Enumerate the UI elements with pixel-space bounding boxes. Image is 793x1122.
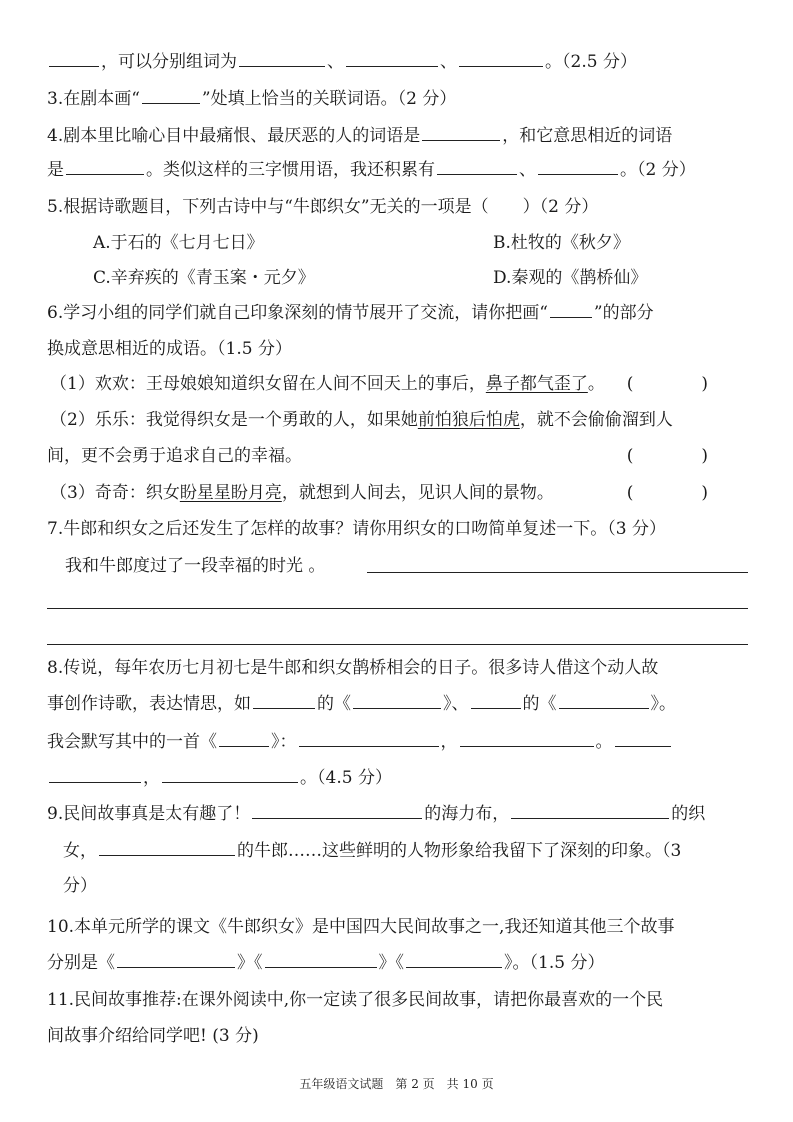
q7-stem: 7.牛郎和织女之后还发生了怎样的故事？请你用织女的口吻简单复述一下。（3 分）: [47, 519, 666, 539]
option-b-text: B.杜牧的《秋夕》: [493, 233, 630, 253]
q9-text: 的织: [671, 804, 706, 824]
q11-line-1: 11.民间故事推荐:在课外阅读中,你一定读了很多民间故事，请把你最喜欢的一个民: [47, 990, 664, 1010]
q3-text: 3.在剧本画“: [47, 89, 140, 109]
q8-text: 》、: [443, 694, 469, 714]
underlined-phrase: 鼻子都气歪了: [485, 374, 588, 394]
q6-sub-text: ，就不会偷偷溜到人: [519, 410, 673, 430]
option-c-text: C.辛弃疾的《青玉案・元夕》: [93, 268, 315, 288]
q8-text: 的《: [317, 694, 351, 714]
answer-blank[interactable]: [460, 728, 594, 747]
q9-text: 9.民间故事真是太有趣了！: [47, 804, 251, 824]
answer-line[interactable]: [367, 572, 748, 573]
q3-text-end: ”处填上恰当的关联词语。（2 分）: [201, 89, 457, 109]
q6-sub-1: [50, 369, 753, 399]
q10-line-2: [47, 948, 753, 978]
answer-blank[interactable]: [406, 949, 502, 968]
answer-paren[interactable]: ( ): [626, 483, 708, 503]
q5-option-b[interactable]: [493, 228, 753, 258]
q8-text: 的《: [522, 694, 557, 714]
q8-text: 》。: [650, 694, 676, 714]
q11-line-2: 间故事介绍给同学吧! (3 分): [47, 1026, 259, 1046]
answer-blank[interactable]: [299, 728, 439, 747]
answer-blank[interactable]: [265, 949, 377, 968]
q6-line-2: 换成意思相近的成语。（1.5 分）: [47, 339, 292, 359]
answer-paren[interactable]: ( ): [626, 446, 708, 466]
q6-sub-text: （3）奇奇：织女: [50, 483, 180, 503]
q4-text: 。类似这样的三字惯用语，我还积累有: [146, 160, 435, 180]
q4-line-2: [47, 155, 753, 185]
q8-line-3: [47, 727, 753, 757]
q6-sub-3: [50, 478, 753, 508]
q6-sub-text: （1）欢欢：王母娘娘知道织女留在人间不回天上的事后，: [50, 374, 486, 394]
answer-blank[interactable]: [219, 728, 269, 747]
answer-blank[interactable]: [353, 690, 441, 709]
q2-sep: 、: [440, 52, 457, 72]
q8-text: 我会默写其中的一首《: [47, 732, 217, 752]
q9-text: 的牛郎……这些鲜明的人物形象给我留下了深刻的印象。（3: [237, 841, 682, 861]
answer-blank[interactable]: [459, 48, 543, 67]
answer-blank[interactable]: [511, 800, 669, 819]
q8-text: 。: [595, 732, 613, 752]
q4-text: 是: [47, 160, 64, 180]
answer-blank[interactable]: [253, 690, 315, 709]
option-a-text: A.于石的《七月七日》: [93, 233, 264, 253]
q8-text: 事创作诗歌，表达情思，如: [47, 694, 251, 714]
q6-sub-text: ，就想到人间去，见识人间的景物。: [281, 483, 554, 503]
q7-start: 我和牛郎度过了一段幸福的时光 。: [65, 556, 326, 576]
q8-text: ，: [440, 732, 458, 752]
q8-score: 。（4.5 分）: [300, 768, 392, 788]
answer-blank[interactable]: [239, 48, 325, 67]
answer-blank[interactable]: [615, 728, 671, 747]
q6-line-1: [47, 298, 753, 328]
answer-blank[interactable]: [559, 690, 649, 709]
q4-score: 。（2 分）: [620, 160, 696, 180]
q6-sub-text: 间，更不会勇于追求自己的幸福。: [47, 446, 302, 466]
q9-text: 女，: [63, 841, 97, 861]
answer-blank[interactable]: [437, 156, 517, 175]
q8-line-1: 8.传说，每年农历七月初七是牛郎和织女鹊桥相会的日子。很多诗人借这个动人故: [47, 658, 659, 678]
q4-text: 4.剧本里比喻心目中最痛恨、最厌恶的人的词语是: [47, 126, 421, 146]
q8-line-2: [47, 689, 753, 719]
q10-text: 》《: [378, 953, 404, 973]
underlined-phrase: 前怕狼后怕虎: [417, 410, 520, 430]
q8-line-4: [47, 763, 753, 793]
q4-sep: 、: [519, 160, 536, 180]
answer-line[interactable]: [47, 644, 748, 645]
q3-line: [47, 84, 753, 114]
answer-paren[interactable]: ( ): [626, 374, 708, 394]
q5-option-d[interactable]: [493, 263, 753, 293]
answer-blank[interactable]: [471, 690, 521, 709]
q9-line-1: [47, 799, 753, 829]
answer-blank[interactable]: [162, 764, 298, 783]
answer-blank[interactable]: [538, 156, 618, 175]
underline-mark: [550, 299, 592, 318]
q9-text: 的海力布，: [424, 804, 510, 824]
q10-line-1: 10.本单元所学的课文《牛郎织女》是中国四大民间故事之一,我还知道其他三个故事: [47, 917, 675, 937]
answer-blank[interactable]: [346, 48, 438, 67]
q4-text: ，和它意思相近的词语: [502, 126, 673, 146]
answer-blank[interactable]: [49, 764, 141, 783]
q6-sub-2-cont: [47, 441, 753, 471]
page-footer: 五年级语文试题 第 2 页 共 10 页: [299, 1077, 494, 1091]
q6-sub-text: 。: [587, 374, 605, 394]
q10-score: 》。（1.5 分）: [504, 953, 605, 973]
answer-blank[interactable]: [117, 949, 235, 968]
q2-score: 。（2.5 分）: [545, 52, 637, 72]
q6-text: 6.学习小组的同学们就自己印象深刻的情节展开了交流，请你把画“: [47, 303, 548, 323]
q2-sep: 、: [327, 52, 344, 72]
answer-blank[interactable]: [99, 837, 235, 856]
q8-text: 》：: [271, 732, 297, 752]
q9-line-3: 分）: [63, 876, 97, 896]
answer-blank[interactable]: [66, 156, 144, 175]
answer-blank[interactable]: [422, 122, 500, 141]
answer-blank[interactable]: [49, 48, 99, 67]
q10-text: 分别是《: [47, 953, 115, 973]
answer-line[interactable]: [47, 608, 748, 609]
q9-line-2: [63, 836, 753, 866]
option-d-text: D.秦观的《鹊桥仙》: [493, 268, 648, 288]
q5-stem: 5.根据诗歌题目，下列古诗中与“牛郎织女”无关的一项是（ ）（2 分）: [47, 197, 599, 217]
q10-text: 》《: [237, 953, 263, 973]
q6-sub-text: （2）乐乐：我觉得织女是一个勇敢的人，如果她: [50, 410, 418, 430]
q6-text: ”的部分: [593, 303, 654, 323]
q8-text: ，: [143, 768, 160, 788]
q4-line-1: [47, 121, 753, 151]
answer-blank[interactable]: [252, 800, 422, 819]
q6-sub-2: [50, 405, 753, 435]
q2-tail-line: [47, 47, 753, 77]
underlined-phrase: 盼星星盼月亮: [179, 483, 282, 503]
answer-blank[interactable]: [142, 85, 200, 104]
q2-text: ，可以分别组词为: [101, 52, 237, 72]
